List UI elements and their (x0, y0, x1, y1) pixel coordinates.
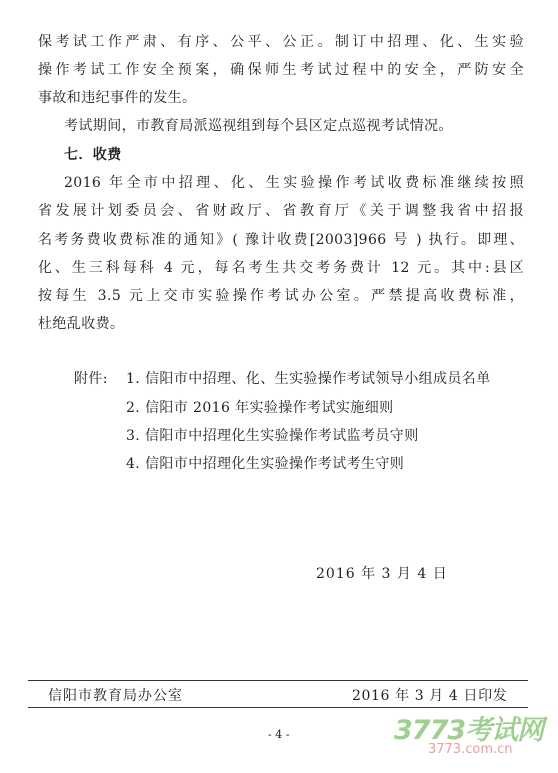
footer-office: 信阳市教育局办公室 (48, 688, 183, 704)
page-number: - 4 - (268, 728, 290, 741)
attachment-item: 3. 信阳市中招理化生实验操作考试监考员守则 (126, 428, 419, 444)
paragraph-line: 化、生三科每科 4 元，每名考生共交考务费计 12 元。其中:县区 (38, 260, 524, 276)
paragraph-line: 保考试工作严肃、有序、公平、公正。制订中招理、化、生实验 (38, 34, 524, 50)
footer-top-rule (28, 680, 528, 681)
attachment-item: 1. 信阳市中招理、化、生实验操作考试领导小组成员名单 (126, 371, 491, 387)
site-watermark-logo (388, 708, 548, 768)
watermark-text: 3773考试网 (394, 715, 544, 746)
paragraph-line: 按每生 3.5 元上交市实验操作考试办公室。严禁提高收费标准， (38, 288, 524, 304)
attachment-item: 4. 信阳市中招理化生实验操作考试考生守则 (126, 456, 405, 472)
section-heading: 七．收费 (64, 147, 122, 163)
paragraph-line: 考试期间，市教育局派巡视组到每个县区定点巡视考试情况。 (64, 118, 453, 134)
paragraph-line: 2016 年全市中招理、化、生实验操作考试收费标准继续按照 (64, 175, 524, 191)
watermark-url: 3773.com.cn (428, 742, 513, 757)
document-date: 2016 年 3 月 4 日 (316, 566, 448, 582)
footer-issued-date: 2016 年 3 月 4 日印发 (352, 688, 508, 704)
paragraph-line: 省发展计划委员会、省财政厅、省教育厅《关于调整我省中招报 (38, 203, 524, 219)
paragraph-line: 杜绝乱收费。 (38, 316, 125, 332)
paragraph-line: 操作考试工作安全预案，确保师生考试过程中的安全，严防安全 (38, 62, 524, 78)
attachments-label: 附件: (74, 371, 108, 387)
paragraph-line: 名考务费收费标准的通知》( 豫计收费[2003]966 号 ) 执行。即理、 (38, 232, 524, 248)
paragraph-line: 事故和违纪事件的发生。 (38, 90, 197, 106)
attachment-item: 2. 信阳市 2016 年实验操作考试实施细则 (126, 400, 394, 416)
